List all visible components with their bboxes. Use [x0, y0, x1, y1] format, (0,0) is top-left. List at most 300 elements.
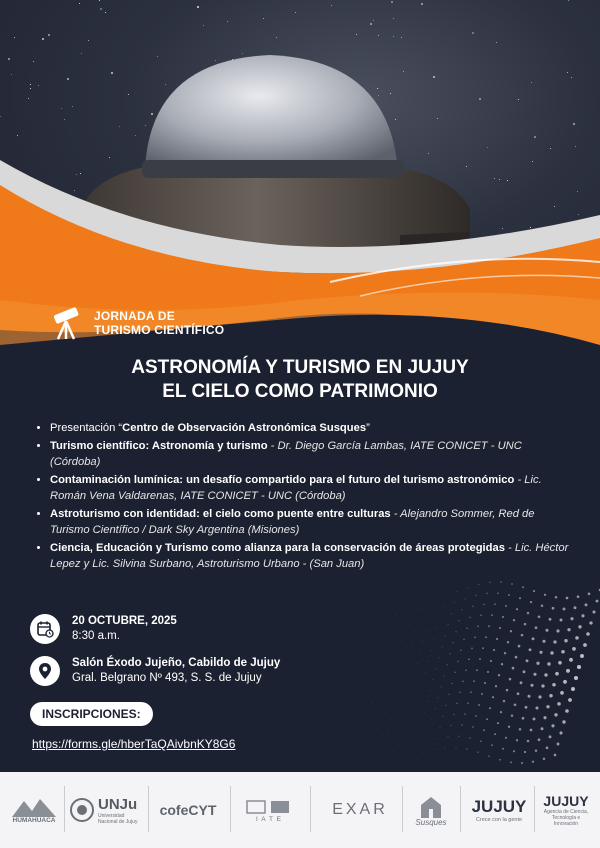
dot	[499, 759, 501, 761]
dot	[495, 685, 497, 687]
dot	[533, 590, 535, 592]
dot	[458, 620, 459, 621]
dot	[391, 719, 392, 720]
dot	[415, 631, 416, 632]
dot	[434, 639, 435, 640]
dot	[465, 670, 467, 672]
dot	[398, 651, 399, 652]
dot	[558, 661, 562, 665]
dot	[554, 713, 557, 716]
dot	[423, 641, 424, 642]
dot	[441, 646, 442, 647]
dot	[542, 640, 545, 643]
dot	[514, 703, 517, 706]
title-line-2: EL CIELO COMO PATRIMONIO	[162, 381, 438, 402]
dot	[432, 719, 433, 720]
dot	[577, 595, 580, 598]
header-line-2: TURISMO CIENTÍFICO	[94, 323, 225, 337]
dot	[502, 616, 504, 618]
dot	[505, 737, 507, 739]
dot	[401, 640, 402, 641]
dot	[439, 657, 440, 658]
dot	[380, 717, 381, 718]
dot	[451, 613, 452, 614]
dot	[513, 750, 515, 752]
dot	[470, 691, 472, 693]
dot	[580, 654, 584, 658]
dot	[526, 659, 529, 662]
dot	[419, 694, 420, 695]
dot	[480, 740, 482, 742]
dot	[466, 748, 467, 749]
dot	[508, 594, 510, 596]
logo-susques	[404, 772, 458, 848]
dot	[413, 596, 414, 597]
dot	[489, 707, 491, 709]
dot	[415, 745, 416, 746]
dot	[508, 726, 510, 728]
dot	[524, 751, 526, 753]
dot	[421, 609, 422, 610]
dot	[578, 625, 581, 628]
registration-badge: INSCRIPCIONES:	[30, 702, 153, 726]
dot	[528, 695, 531, 698]
dot	[501, 663, 503, 665]
dot	[410, 607, 411, 608]
event-date: 20 OCTUBRE, 2025	[72, 615, 177, 627]
dot	[454, 672, 455, 673]
dot	[429, 730, 430, 731]
dot	[394, 708, 395, 709]
dot	[388, 600, 389, 601]
dot	[523, 670, 526, 673]
dot	[413, 716, 414, 717]
logo-humahuaca	[6, 772, 62, 848]
dot	[388, 730, 389, 731]
dot	[378, 681, 379, 682]
calendar-icon-circle	[30, 614, 60, 644]
dot	[511, 715, 513, 717]
dot	[459, 692, 460, 693]
dot	[414, 674, 415, 675]
dot	[574, 606, 577, 609]
logo-unju	[66, 772, 146, 848]
dot	[436, 668, 437, 669]
dot	[424, 598, 425, 599]
dot	[521, 762, 523, 764]
dot	[557, 743, 560, 746]
dot	[572, 647, 576, 651]
dot	[464, 713, 466, 715]
dot	[539, 651, 542, 654]
title-line-1: ASTRONOMÍA Y TURISMO EN JUJUY	[131, 357, 469, 378]
dot	[424, 712, 425, 713]
logo-unju-sub: Universidad Nacional de Jujuy	[98, 812, 138, 825]
logo-jujuy-2-text: JUJUY	[543, 793, 589, 809]
program-item-prefix: Presentación “	[50, 422, 123, 434]
dot	[502, 748, 504, 750]
dot	[448, 624, 449, 625]
dot	[444, 635, 445, 636]
dot	[377, 728, 378, 729]
dot	[463, 639, 464, 640]
dot	[396, 740, 397, 741]
dot	[372, 703, 373, 704]
dot	[402, 593, 403, 594]
dot	[404, 749, 405, 750]
event-time: 8:30 a.m.	[72, 630, 120, 642]
dot	[530, 684, 533, 687]
dot	[373, 655, 374, 656]
program-item	[50, 472, 572, 504]
dot	[517, 692, 520, 695]
dot	[400, 686, 401, 687]
logo-separator	[534, 786, 535, 832]
dot	[493, 649, 495, 651]
dot	[497, 722, 499, 724]
dot	[428, 661, 429, 662]
dot	[543, 758, 545, 760]
logo-iate	[236, 772, 302, 848]
dot	[505, 605, 507, 607]
dot	[509, 678, 512, 681]
dot	[520, 681, 523, 684]
dot	[482, 647, 484, 649]
dot	[443, 675, 444, 676]
dot	[565, 709, 569, 713]
dot	[374, 739, 375, 740]
dot	[552, 607, 555, 610]
dot	[543, 716, 546, 719]
dot	[454, 602, 455, 603]
dot	[426, 630, 427, 631]
dot	[434, 749, 435, 750]
dot	[461, 724, 462, 725]
dot	[404, 629, 405, 630]
dot	[510, 630, 512, 632]
church-icon	[418, 794, 444, 818]
dot	[421, 723, 422, 724]
dot	[426, 741, 427, 742]
program-item-bold: Turismo científico: Astronomía y turismo	[50, 440, 268, 452]
dot	[549, 694, 552, 697]
telescope-icon	[50, 305, 84, 341]
dot	[379, 763, 380, 764]
logo-separator	[230, 786, 231, 832]
dot	[512, 667, 515, 670]
dot	[489, 582, 490, 583]
header-line-1: JORNADA DE	[94, 309, 175, 323]
dot	[498, 674, 500, 676]
dot	[533, 718, 536, 721]
dot	[486, 593, 487, 594]
logo-unju-text: UNJu	[98, 795, 138, 813]
dot	[525, 706, 528, 709]
dot	[403, 675, 404, 676]
dot	[581, 614, 584, 617]
dot	[462, 681, 464, 683]
program-item-bold: Contaminación lumínica: un desafío compartido para el futuro del turismo astronómico	[50, 474, 515, 486]
dot	[538, 695, 541, 698]
dot	[420, 652, 421, 653]
dot	[551, 724, 554, 727]
dot	[440, 727, 441, 728]
dot	[518, 645, 521, 648]
dot	[476, 669, 478, 671]
dot	[541, 684, 544, 687]
dot	[381, 670, 382, 671]
logo-jujuy-1-text: JUJUY	[471, 797, 527, 816]
dot	[535, 749, 537, 751]
dot	[466, 628, 467, 629]
program-item	[50, 420, 572, 436]
registration-link[interactable]: https://forms.gle/hberTaQAivbnKY8G6	[32, 737, 236, 751]
logo-separator	[402, 786, 403, 832]
program-item-speaker: - Lic. Héctor Lepez y Lic. Silvina Surbano, Astroturismo Urbano - (San Juan)	[50, 542, 569, 570]
logo-susques-text: Susques	[415, 817, 447, 827]
dot	[460, 650, 461, 651]
logo-cofecyt	[150, 772, 226, 848]
venue-block	[30, 656, 280, 686]
dot	[422, 683, 423, 684]
dot	[450, 725, 451, 726]
dot	[486, 718, 488, 720]
location-icon-circle	[30, 656, 60, 686]
logo-jujuy-agencia	[538, 772, 594, 848]
dot	[494, 733, 496, 735]
logo-cofecyt-text: cofeCYT	[159, 802, 217, 818]
dot	[416, 705, 417, 706]
sponsor-logos-bar	[0, 772, 600, 848]
dot	[451, 683, 452, 684]
dot	[492, 696, 494, 698]
dot	[530, 729, 533, 732]
event-header	[50, 305, 224, 341]
dot	[544, 673, 547, 676]
dot	[538, 615, 541, 618]
dot	[371, 750, 372, 751]
dot	[458, 736, 459, 737]
dot	[468, 658, 470, 660]
dot	[452, 642, 453, 643]
dot	[499, 627, 501, 629]
dot	[467, 702, 469, 704]
dot	[521, 634, 524, 637]
dot	[480, 615, 482, 617]
dot	[435, 708, 436, 709]
dot	[464, 598, 465, 599]
dot	[513, 619, 515, 621]
dot	[431, 650, 432, 651]
dot	[443, 606, 444, 607]
iate-emblem-icon	[245, 798, 293, 816]
dot	[417, 663, 418, 664]
dot	[481, 693, 483, 695]
dot	[401, 760, 402, 761]
dot	[568, 698, 572, 702]
dot	[496, 638, 498, 640]
dot	[440, 617, 441, 618]
dot	[382, 622, 383, 623]
dot	[392, 673, 393, 674]
dot	[491, 614, 493, 616]
dot	[483, 604, 485, 606]
dot	[500, 581, 502, 583]
dot	[393, 626, 394, 627]
dot	[484, 682, 486, 684]
dot	[435, 597, 436, 598]
dot	[455, 631, 456, 632]
dot	[412, 642, 413, 643]
dot	[563, 608, 566, 611]
dot	[479, 658, 481, 660]
dot	[437, 738, 438, 739]
logo-separator	[460, 786, 461, 832]
dot	[500, 711, 502, 713]
dot	[555, 596, 558, 599]
dot	[477, 626, 479, 628]
dot	[516, 608, 518, 610]
dot	[561, 650, 565, 654]
dot	[475, 595, 476, 596]
dot	[412, 756, 413, 757]
dot	[408, 696, 409, 697]
dot	[433, 679, 434, 680]
dot	[506, 689, 509, 692]
dot	[535, 626, 538, 629]
dot	[507, 641, 509, 643]
dot	[423, 752, 424, 753]
logo-jujuy-2-sub: Agencia de Ciencia, Tecnología e Innovación	[543, 809, 589, 827]
dot	[385, 741, 386, 742]
dot	[472, 726, 474, 728]
dot	[445, 705, 446, 706]
dot	[527, 612, 529, 614]
dot	[530, 601, 532, 603]
dot	[588, 593, 591, 596]
dot	[391, 589, 392, 590]
dot	[469, 737, 470, 738]
dot	[477, 751, 478, 752]
dot	[375, 692, 376, 693]
dot	[440, 686, 441, 687]
dot	[471, 647, 473, 649]
dot	[418, 620, 419, 621]
dot	[491, 744, 493, 746]
program-list	[36, 420, 572, 574]
dot	[405, 707, 406, 708]
dot	[552, 683, 556, 687]
dot	[402, 718, 403, 719]
logo-humahuaca-text: HUMAHUACA	[12, 816, 56, 824]
dot	[457, 661, 458, 662]
dot	[585, 603, 588, 606]
dot	[560, 618, 563, 621]
dot	[524, 623, 527, 626]
dot	[399, 729, 400, 730]
dot	[532, 637, 535, 640]
dot	[546, 746, 549, 749]
dot	[397, 697, 398, 698]
program-item-bold: Ciencia, Educación y Turismo como alianza para la conservación de áreas protegidas	[50, 542, 505, 554]
program-item	[50, 540, 572, 572]
dot	[475, 715, 477, 717]
dot	[503, 700, 505, 702]
dot	[487, 671, 489, 673]
dot	[399, 604, 400, 605]
program-item-speaker: - Alejandro Sommer, Red de Turismo Científico / Dark Sky Argentina (Misiones)	[50, 508, 535, 536]
dot	[549, 735, 552, 738]
dot	[429, 619, 430, 620]
dot	[550, 651, 553, 654]
dot	[563, 680, 567, 684]
dot	[448, 736, 449, 737]
dot	[555, 672, 559, 676]
dot	[455, 747, 456, 748]
dot	[504, 652, 506, 654]
dot	[430, 690, 431, 691]
logo-jujuy-1-sub: Crece con la gente	[475, 817, 523, 823]
dot	[510, 761, 512, 763]
dot	[449, 653, 450, 654]
dot	[494, 603, 496, 605]
logo-separator	[310, 786, 311, 832]
dot	[461, 609, 462, 610]
program-item-suffix: ”	[366, 422, 370, 434]
dot	[457, 591, 458, 592]
dot	[407, 618, 408, 619]
dot	[445, 747, 446, 748]
dot	[497, 592, 499, 594]
logo-separator	[148, 786, 149, 832]
dot	[529, 648, 532, 651]
dot	[556, 629, 559, 632]
observatory-dome	[145, 55, 398, 172]
page-title	[0, 356, 600, 404]
dot	[382, 752, 383, 753]
dot	[490, 660, 492, 662]
dot	[393, 751, 394, 752]
dot	[567, 628, 570, 631]
dot	[396, 615, 397, 616]
dot	[469, 617, 470, 618]
dot	[383, 706, 384, 707]
dot	[407, 738, 408, 739]
calendar-icon	[36, 620, 54, 638]
dot	[575, 636, 579, 640]
date-block	[30, 614, 177, 644]
program-item-bold: Centro de Observación Astronómica Susques	[122, 422, 367, 434]
dot	[410, 727, 411, 728]
dot	[453, 714, 454, 715]
logo-jujuy-gobierno	[466, 772, 532, 848]
dot	[478, 704, 480, 706]
dot-pattern	[370, 580, 600, 770]
dot	[437, 628, 438, 629]
dot	[571, 687, 575, 691]
dot	[559, 731, 562, 734]
dot	[384, 659, 385, 660]
dot	[564, 639, 567, 642]
location-pin-icon	[37, 662, 53, 680]
dot	[385, 611, 386, 612]
logo-exar	[318, 772, 402, 848]
dot	[376, 644, 377, 645]
dot	[553, 640, 556, 643]
dot	[546, 629, 549, 632]
dot	[485, 636, 487, 638]
dot	[538, 738, 541, 741]
